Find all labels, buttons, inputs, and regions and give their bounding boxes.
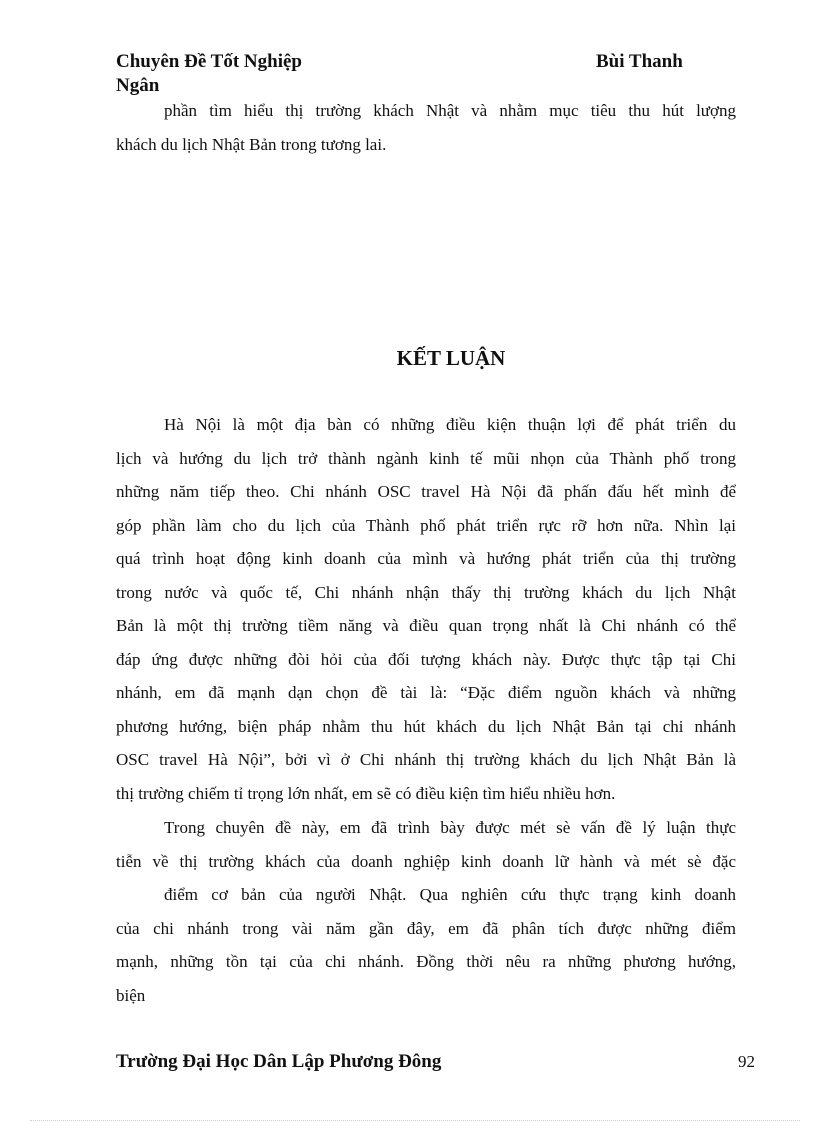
header-author-continued: Ngân (116, 75, 160, 96)
text-line: góp phần làm cho du lịch của Thành phố phát triển rực rỡ hơn nữa. Nhìn lại (116, 515, 736, 535)
conclusion-paragraph-2 (116, 811, 736, 1012)
conclusion-paragraph-1 (116, 408, 736, 810)
footer-school: Trường Đại Học Dân Lập Phương Đông (116, 1051, 442, 1072)
text-line: Bản là một thị trường tiềm năng và điều quan trọng nhất là Chi nhánh có thể (116, 616, 736, 635)
text-line: tiễn về thị trường khách của doanh nghiệp kinh doanh lữ hành và mét sè đặc (116, 851, 736, 871)
intro-paragraph (116, 94, 736, 161)
header-title: Chuyên Đề Tốt Nghiệp (116, 51, 302, 72)
text-line: khách du lịch Nhật Bản trong tương lai. (116, 134, 387, 154)
section-title: KẾT LUẬN (396, 346, 506, 370)
text-line: mạnh, những tồn tại của chi nhánh. Đồng thời nêu ra những phương hướng, (116, 952, 736, 971)
text-line: những năm tiếp theo. Chi nhánh OSC travel Hà Nội đã phấn đấu hết mình để (116, 482, 736, 501)
text-line: của chi nhánh trong vài năm gần đây, em đã phân tích được những điểm (116, 918, 736, 938)
page-bottom-divider (30, 1120, 800, 1121)
text-line: phần tìm hiểu thị trường khách Nhật và nhằm mục tiêu thu hút lượng (164, 101, 736, 120)
text-line: đáp ứng được những đòi hỏi của đối tượng khách này. Được thực tập tại Chi (116, 649, 736, 669)
text-line: trong nước và quốc tế, Chi nhánh nhận thấy thị trường khách du lịch Nhật (116, 582, 736, 602)
text-line: Hà Nội là một địa bàn có những điều kiện thuận lợi để phát triển du (164, 415, 736, 434)
text-line: Trong chuyên đề này, em đã trình bày được mét sè vấn đề lý luận thực (164, 818, 736, 837)
text-line: phương hướng, biện pháp nhằm thu hút khách du lịch Nhật Bản tại chi nhánh (116, 716, 736, 736)
header-author: Bùi Thanh (596, 51, 683, 72)
text-line: điểm cơ bản của người Nhật. Qua nghiên cứu thực trạng kinh doanh (164, 885, 736, 904)
text-line: nhánh, em đã mạnh dạn chọn đề tài là: “Đặc điểm nguồn khách và những (116, 683, 736, 702)
text-line: lịch và hướng du lịch trở thành ngành kinh tế mũi nhọn của Thành phố trong (116, 448, 736, 468)
text-line: thị trường chiếm tỉ trọng lớn nhất, em sẽ có điều kiện tìm hiểu nhiều hơn. (116, 783, 616, 803)
page-number: 92 (738, 1052, 755, 1071)
text-line: OSC travel Hà Nội”, bởi vì ở Chi nhánh thị trường khách du lịch Nhật Bản là (116, 750, 736, 769)
text-line: biện (116, 985, 146, 1005)
text-line: quá trình hoạt động kinh doanh của mình và hướng phát triển của thị trường (116, 549, 736, 568)
